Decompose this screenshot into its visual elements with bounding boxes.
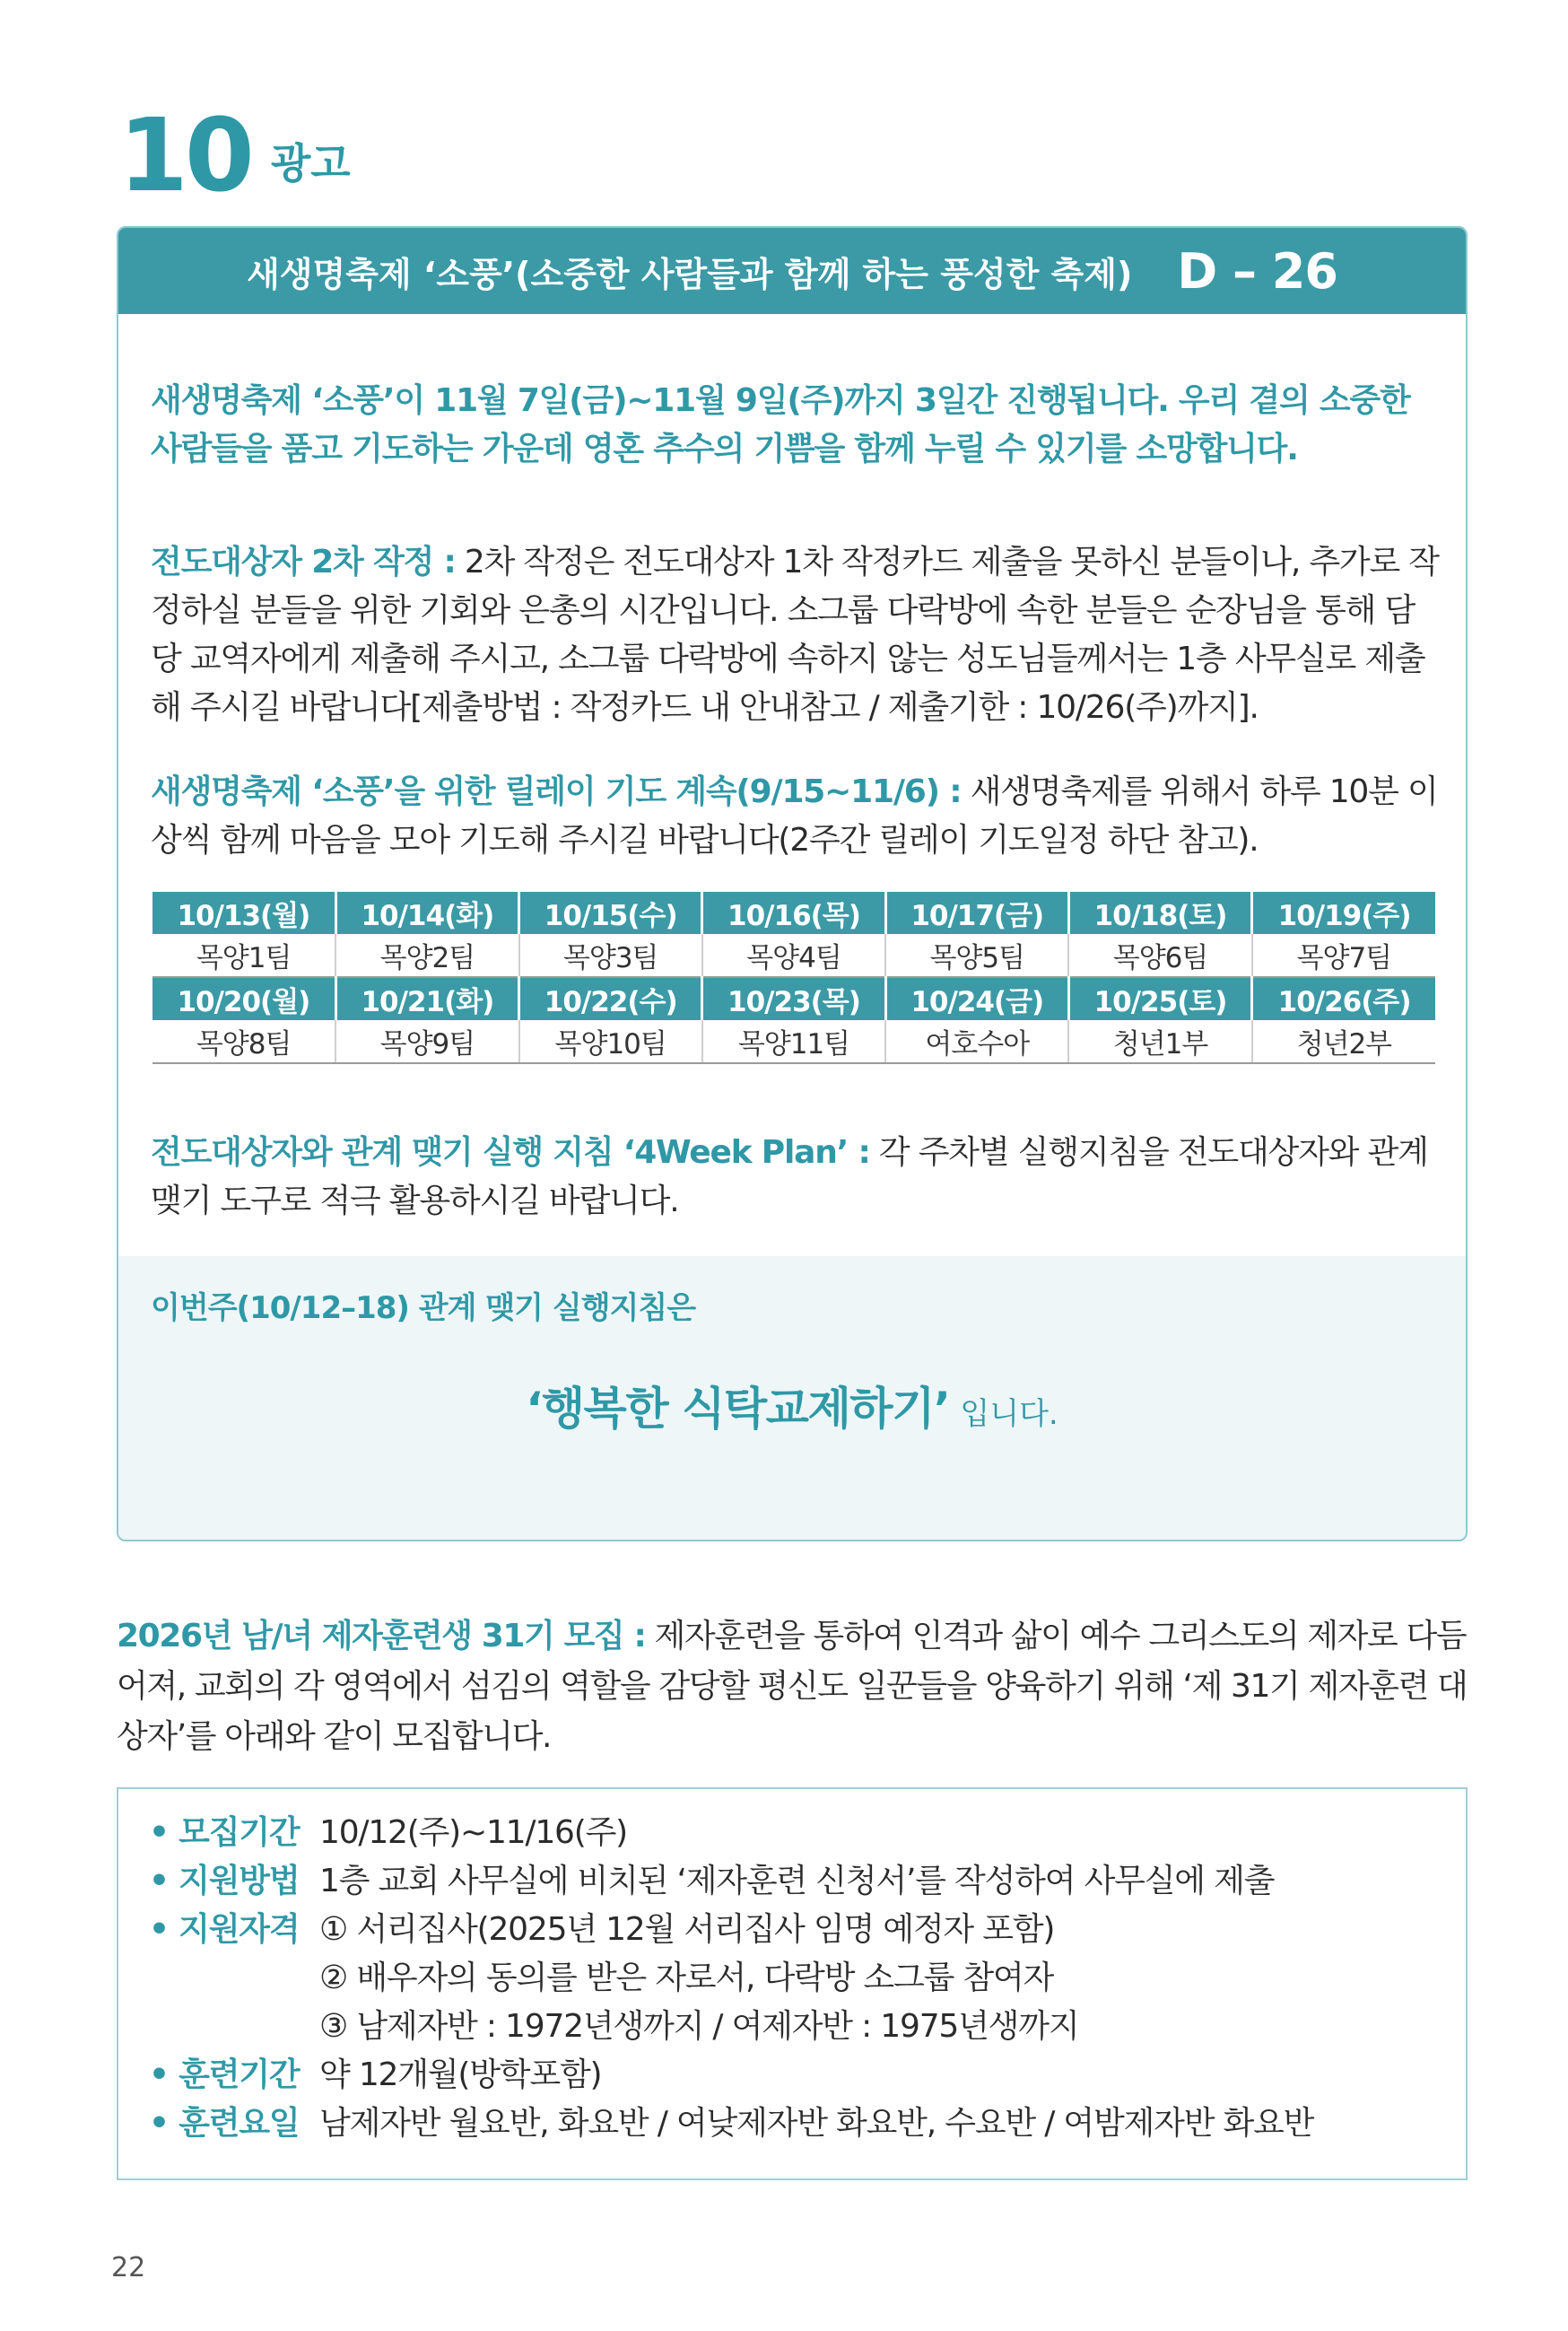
schedule-team-row xyxy=(152,934,1435,977)
second-pledge-body: 2차 작정은 전도대상자 1차 작정카드 제출을 못하신 분들이나, 추가로 작정하실 분들을 위한 기회와 은총의 시간입니다. 소그룹 다락방에 속한 분들은 순장님을 통해 담당 교역자에게 제출해 주시고, 소그룹 다락방에 속하지 않는 성도님들께서는 1층 사무실로 제출해 주시길 바랍니다[제출방법 : 작정카드 내 안내참고 / 제출기한 : 10/26(주)까지]. xyxy=(151,544,1439,726)
weekly-guide-panel xyxy=(118,1256,1466,1541)
schedule-team-cell: 목양10팀 xyxy=(519,1020,702,1063)
schedule-date-cell: 10/22(수) xyxy=(519,977,702,1020)
schedule-date-cell: 10/21(화) xyxy=(335,977,518,1020)
relay-prayer-body: 새생명축제를 위해서 하루 10분 이상씩 함께 마음을 모아 기도해 주시길 바랍니다(2주간 릴레이 기도일정 하단 참고). xyxy=(151,773,1438,859)
schedule-date-cell: 10/23(목) xyxy=(702,977,885,1020)
schedule-team-cell: 목양6팀 xyxy=(1068,934,1251,977)
detail-value: 1층 교회 사무실에 비치된 ‘제자훈련 신청서’를 작성하여 사무실에 제출 xyxy=(319,1863,1275,1899)
relay-prayer-paragraph xyxy=(151,768,1442,865)
detail-row-method xyxy=(149,1857,1274,1906)
schedule-team-cell: 목양2팀 xyxy=(335,934,518,977)
qualification-line-2: ② 배우자의 동의를 받은 자로서, 다락방 소그룹 참여자 xyxy=(319,1960,1054,1996)
schedule-team-cell: 목양7팀 xyxy=(1252,934,1435,977)
schedule-date-cell: 10/24(금) xyxy=(885,977,1068,1020)
banner-title: 새생명축제 ‘소풍’(소중한 사람들과 함께 하는 풍성한 축제) xyxy=(247,254,1133,294)
detail-label: • 지원방법 xyxy=(149,1863,300,1899)
four-week-plan-lead: 전도대상자와 관계 맺기 실행 지침 ‘4Week Plan’ : xyxy=(151,1134,870,1171)
schedule-date-cell: 10/14(화) xyxy=(335,892,518,934)
four-week-plan-body: 각 주차별 실행지침을 전도대상자와 관계 맺기 도구로 적극 활용하시길 바랍니다. xyxy=(151,1134,1428,1219)
detail-value: 남제자반 월요반, 화요반 / 여낮제자반 화요반, 수요반 / 여밤제자반 화요반 xyxy=(319,2105,1314,2142)
schedule-team-cell: 목양1팀 xyxy=(152,934,335,977)
detail-value: ① 서리집사(2025년 12월 서리집사 임명 예정자 포함) xyxy=(319,1911,1055,1948)
relay-prayer-lead: 새생명축제 ‘소풍’을 위한 릴레이 기도 계속(9/15~11/6) : xyxy=(151,773,962,810)
disciple-details-box xyxy=(117,1787,1468,2180)
schedule-team-cell: 목양5팀 xyxy=(885,934,1068,977)
detail-label: • 모집기간 xyxy=(149,1814,300,1851)
schedule-team-cell: 청년2부 xyxy=(1252,1020,1435,1063)
weekly-guide-title: ‘행복한 식탁교제하기’ xyxy=(526,1383,950,1435)
schedule-team-cell: 목양3팀 xyxy=(519,934,702,977)
detail-value: 10/12(주)~11/16(주) xyxy=(319,1814,627,1851)
schedule-team-cell: 목양11팀 xyxy=(702,1020,885,1063)
festival-box xyxy=(117,226,1468,1541)
schedule-team-row xyxy=(152,1020,1435,1063)
schedule-date-cell: 10/15(수) xyxy=(519,892,702,934)
detail-value: 약 12개월(방학포함) xyxy=(319,2056,602,2093)
four-week-plan-paragraph xyxy=(151,1129,1442,1226)
schedule-date-cell: 10/20(월) xyxy=(152,977,335,1020)
detail-row-days xyxy=(149,2100,1313,2148)
section-header xyxy=(118,98,351,214)
festival-intro: 새생명축제 ‘소풍’이 11월 7일(금)~11월 9일(주)까지 3일간 진행됩니다. 우리 곁의 소중한 사람들을 품고 기도하는 가운데 영혼 추수의 기쁨을 함께 누릴 수 있기를 소망합니다. xyxy=(151,382,1410,467)
schedule-date-cell: 10/16(목) xyxy=(702,892,885,934)
schedule-date-cell: 10/25(토) xyxy=(1068,977,1251,1020)
disciple-recruit-paragraph xyxy=(117,1611,1471,1762)
schedule-team-cell: 목양8팀 xyxy=(152,1020,335,1063)
schedule-date-cell: 10/26(주) xyxy=(1252,977,1435,1020)
second-pledge-lead: 전도대상자 2차 작정 : xyxy=(151,544,456,581)
page-number: 22 xyxy=(111,2252,146,2283)
schedule-date-cell: 10/19(주) xyxy=(1252,892,1435,934)
section-number: 10 xyxy=(118,98,251,214)
detail-row-period xyxy=(149,1809,627,1857)
weekly-guide-main xyxy=(118,1373,1466,1437)
festival-banner xyxy=(118,228,1466,314)
schedule-team-cell: 청년1부 xyxy=(1068,1020,1251,1063)
schedule-team-cell: 목양9팀 xyxy=(335,1020,518,1063)
second-pledge-paragraph xyxy=(151,538,1442,732)
qualification-line-3: ③ 남제자반 : 1972년생까지 / 여제자반 : 1975년생까지 xyxy=(319,2008,1079,2045)
schedule-date-cell: 10/13(월) xyxy=(152,892,335,934)
relay-schedule-table xyxy=(152,892,1435,1064)
schedule-date-row xyxy=(152,892,1435,934)
dday-counter: D – 26 xyxy=(1177,242,1337,300)
schedule-date-cell: 10/17(금) xyxy=(885,892,1068,934)
schedule-date-cell: 10/18(토) xyxy=(1068,892,1251,934)
disciple-recruit-body: 제자훈련을 통하여 인격과 삶이 예수 그리스도의 제자로 다듬어져, 교회의 각 영역에서 섬김의 역할을 감당할 평신도 일꾼들을 양육하기 위해 ‘제 31기 제자훈련 대상자’를 아래와 같이 모집합니다. xyxy=(117,1618,1468,1755)
weekly-guide-intro: 이번주(10/12–18) 관계 맺기 실행지침은 xyxy=(151,1290,696,1326)
schedule-team-cell: 여호수아 xyxy=(885,1020,1068,1063)
detail-row-duration xyxy=(149,2051,601,2100)
detail-label: • 지원자격 xyxy=(149,1911,300,1948)
detail-row-qualification xyxy=(149,1906,1054,1954)
detail-label: • 훈련요일 xyxy=(149,2105,300,2142)
schedule-team-cell: 목양4팀 xyxy=(702,934,885,977)
schedule-date-row xyxy=(152,977,1435,1020)
weekly-guide-suffix: 입니다. xyxy=(960,1396,1058,1432)
detail-label: • 훈련기간 xyxy=(149,2056,300,2093)
disciple-recruit-lead: 2026년 남/녀 제자훈련생 31기 모집 : xyxy=(117,1618,646,1654)
section-label: 광고 xyxy=(270,139,351,188)
